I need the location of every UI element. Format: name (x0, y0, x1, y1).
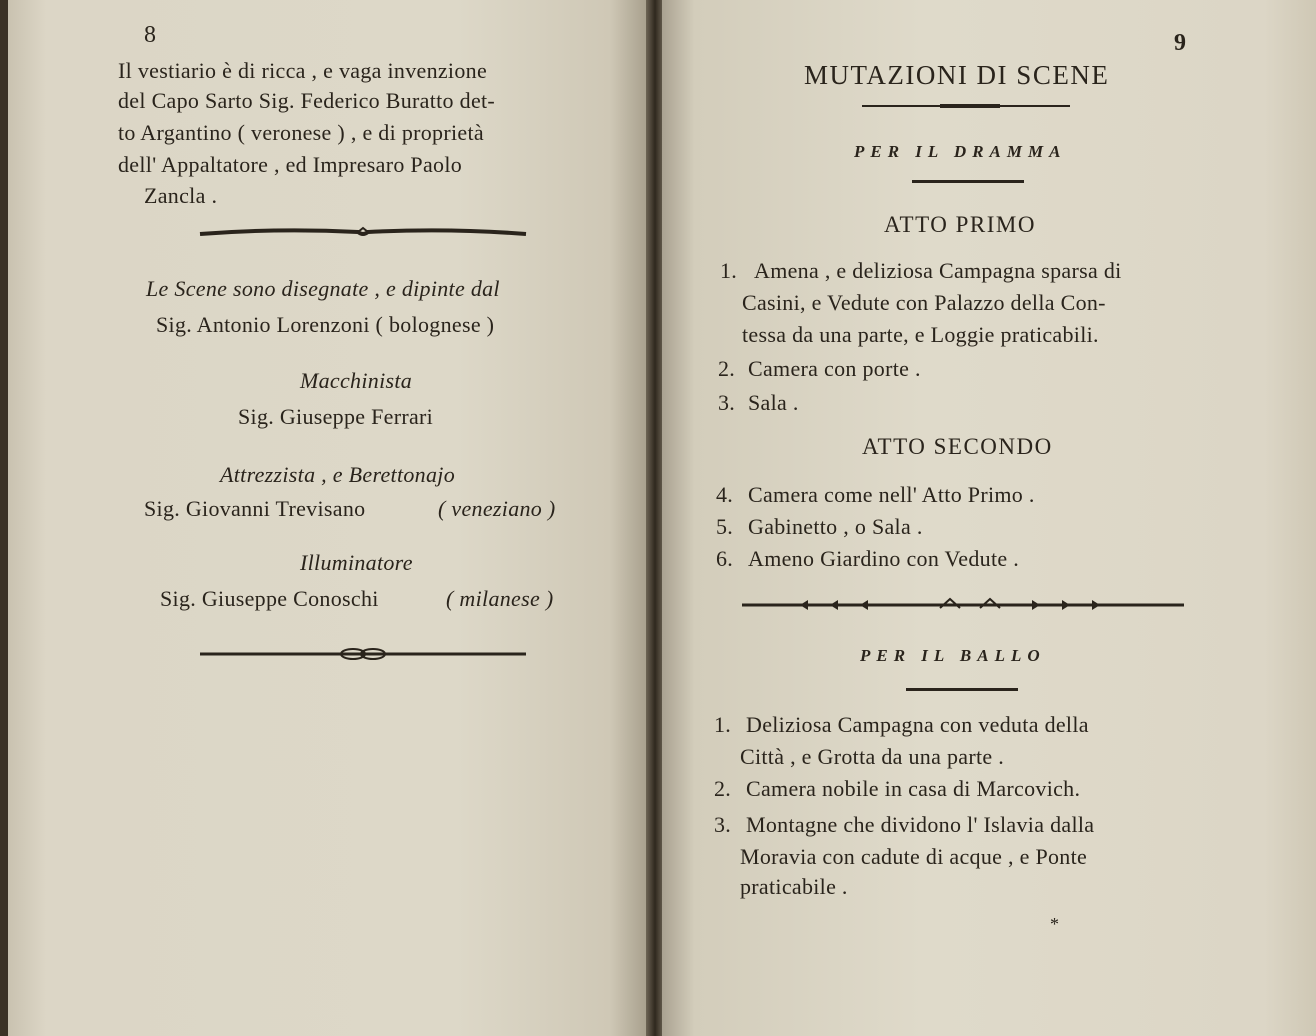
paragraph-line: del Capo Sarto Sig. Federico Buratto det- (118, 88, 496, 113)
item-number: 5. (716, 514, 734, 539)
role-title: Macchinista (300, 368, 413, 393)
item-line: Camera nobile in casa di Marcovich. (746, 776, 1081, 801)
item-line: tessa da una parte, e Loggie praticabili. (742, 322, 1099, 347)
item-line: Sala . (748, 390, 799, 415)
page-title: MUTAZIONI DI SCENE (804, 60, 1110, 90)
role-title: Illuminatore (300, 550, 413, 575)
title-rule (860, 100, 1072, 112)
item-line: praticabile . (740, 874, 848, 899)
item-number: 1. (714, 712, 732, 737)
item-number: 6. (716, 546, 734, 571)
end-mark: * (1050, 914, 1059, 934)
person-origin: ( veneziano ) (438, 496, 556, 521)
section-rule (912, 180, 1024, 183)
scene-credit-line: Le Scene sono disegnate , e dipinte dal (146, 276, 500, 301)
item-line: Montagne che dividono l' Islavia dalla (746, 812, 1095, 837)
item-line: Camera con porte . (748, 356, 921, 381)
item-number: 3. (718, 390, 736, 415)
paragraph-line: to Argantino ( veronese ) , e di proprietà (118, 120, 484, 145)
right-page (662, 0, 1316, 1036)
item-line: Amena , e deliziosa Campagna sparsa di (754, 258, 1122, 283)
item-line: Casini, e Vedute con Palazzo della Con- (742, 290, 1106, 315)
ornament-rule (740, 596, 1186, 614)
item-line: Camera come nell' Atto Primo . (748, 482, 1035, 507)
paragraph-line: Zancla . (144, 183, 218, 208)
act-heading: ATTO SECONDO (862, 434, 1053, 459)
item-number: 2. (718, 356, 736, 381)
person-origin: ( milanese ) (446, 586, 554, 611)
item-line: Ameno Giardino con Vedute . (748, 546, 1020, 571)
person-name: Sig. Giovanni Trevisano (144, 496, 366, 521)
paragraph-line: dell' Appaltatore , ed Impresaro Paolo (118, 152, 463, 177)
page-number-left: 8 (144, 22, 156, 48)
item-number: 1. (720, 258, 738, 283)
left-page (8, 0, 648, 1036)
section-rule (906, 688, 1018, 691)
ornament-rule (198, 224, 528, 240)
item-line: Gabinetto , o Sala . (748, 514, 923, 539)
paragraph-line: Il vestiario è di ricca , e vaga invenzione (118, 58, 488, 83)
person-name: Sig. Giuseppe Conoschi (160, 586, 379, 611)
item-number: 2. (714, 776, 732, 801)
item-number: 3. (714, 812, 732, 837)
item-number: 4. (716, 482, 734, 507)
act-heading: ATTO PRIMO (884, 212, 1036, 237)
item-line: Città , e Grotta da una parte . (740, 744, 1005, 769)
page-number-right: 9 (1174, 30, 1186, 56)
role-title: Attrezzista , e Berettonajo (220, 462, 455, 487)
scene-credit-line: Sig. Antonio Lorenzoni ( bolognese ) (156, 312, 495, 337)
section-heading: PER IL BALLO (860, 646, 1046, 665)
person-name: Sig. Giuseppe Ferrari (238, 404, 434, 429)
section-heading: PER IL DRAMMA (854, 142, 1067, 161)
item-line: Moravia con cadute di acque , e Ponte (740, 844, 1088, 869)
ornament-rule (198, 646, 528, 662)
item-line: Deliziosa Campagna con veduta della (746, 712, 1089, 737)
